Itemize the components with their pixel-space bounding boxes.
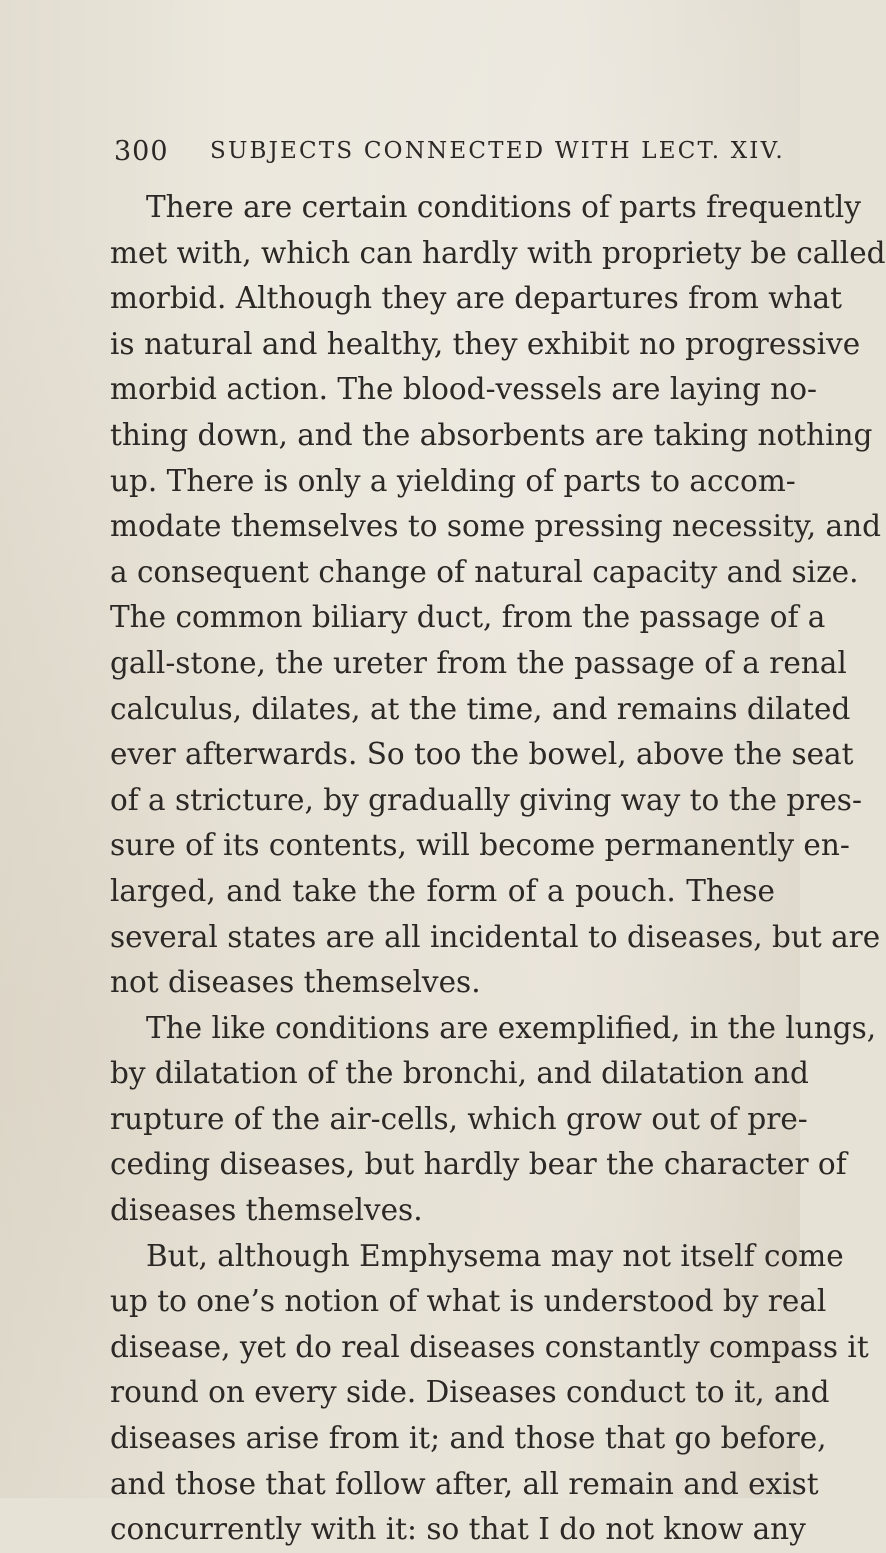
text-line: diseases arise from it; and those that go before, xyxy=(110,1421,827,1456)
text-line: rupture of the air-cells, which grow out of pre- xyxy=(110,1101,808,1136)
text-line: morbid action. The blood-vessels are laying no- xyxy=(110,372,817,407)
text-line: up to one’s notion of what is understood by real xyxy=(110,1284,827,1319)
text-line: round on every side. Diseases conduct to it, and xyxy=(110,1375,830,1410)
text-line: diseases themselves. xyxy=(110,1193,423,1228)
text-line: calculus, dilates, at the time, and remains dilated xyxy=(110,691,851,726)
text-line: thing down, and the absorbents are taking nothing xyxy=(110,417,873,452)
text-line: The like conditions are exemplified, in the lungs, xyxy=(146,1010,877,1045)
text-line: sure of its contents, will become permanently en- xyxy=(110,828,850,863)
text-line: gall-stone, the ureter from the passage of a renal xyxy=(110,645,847,680)
running-head: SUBJECTS CONNECTED WITH LECT. XIV. xyxy=(210,138,785,164)
text-line: is natural and healthy, they exhibit no progressive xyxy=(110,326,861,361)
text-line: ceding diseases, but hardly bear the character of xyxy=(110,1147,847,1182)
text-line: ever afterwards. So too the bowel, above the seat xyxy=(110,737,854,772)
text-line: up. There is only a yielding of parts to accom- xyxy=(110,463,796,498)
text-line: disease, yet do real diseases constantly compass it xyxy=(110,1329,869,1364)
text-line: There are certain conditions of parts frequently xyxy=(146,190,861,224)
text-line: modate themselves to some pressing necessity, and xyxy=(110,509,881,544)
text-line: The common biliary duct, from the passage of a xyxy=(110,600,826,635)
text-line: met with, which can hardly with propriety be called xyxy=(110,235,886,270)
text-line: morbid. Although they are departures from what xyxy=(110,281,842,316)
text-line: concurrently with it: so that I do not know any xyxy=(110,1512,806,1547)
text-line: a consequent change of natural capacity and size. xyxy=(110,554,859,589)
text-line: of a stricture, by gradually giving way to the pres- xyxy=(110,782,862,817)
page-header xyxy=(114,136,785,176)
text-line: by dilatation of the bronchi, and dilatation and xyxy=(110,1056,809,1091)
page-number: 300 xyxy=(114,136,169,167)
text-line: not diseases themselves. xyxy=(110,965,481,1000)
text-line: and those that follow after, all remain and exist xyxy=(110,1466,819,1501)
text-line: larged, and take the form of a pouch. These xyxy=(110,873,775,908)
text-line: several states are all incidental to diseases, but are xyxy=(110,919,881,954)
text-line: But, although Emphysema may not itself come xyxy=(146,1238,844,1273)
body-text xyxy=(110,185,886,1553)
